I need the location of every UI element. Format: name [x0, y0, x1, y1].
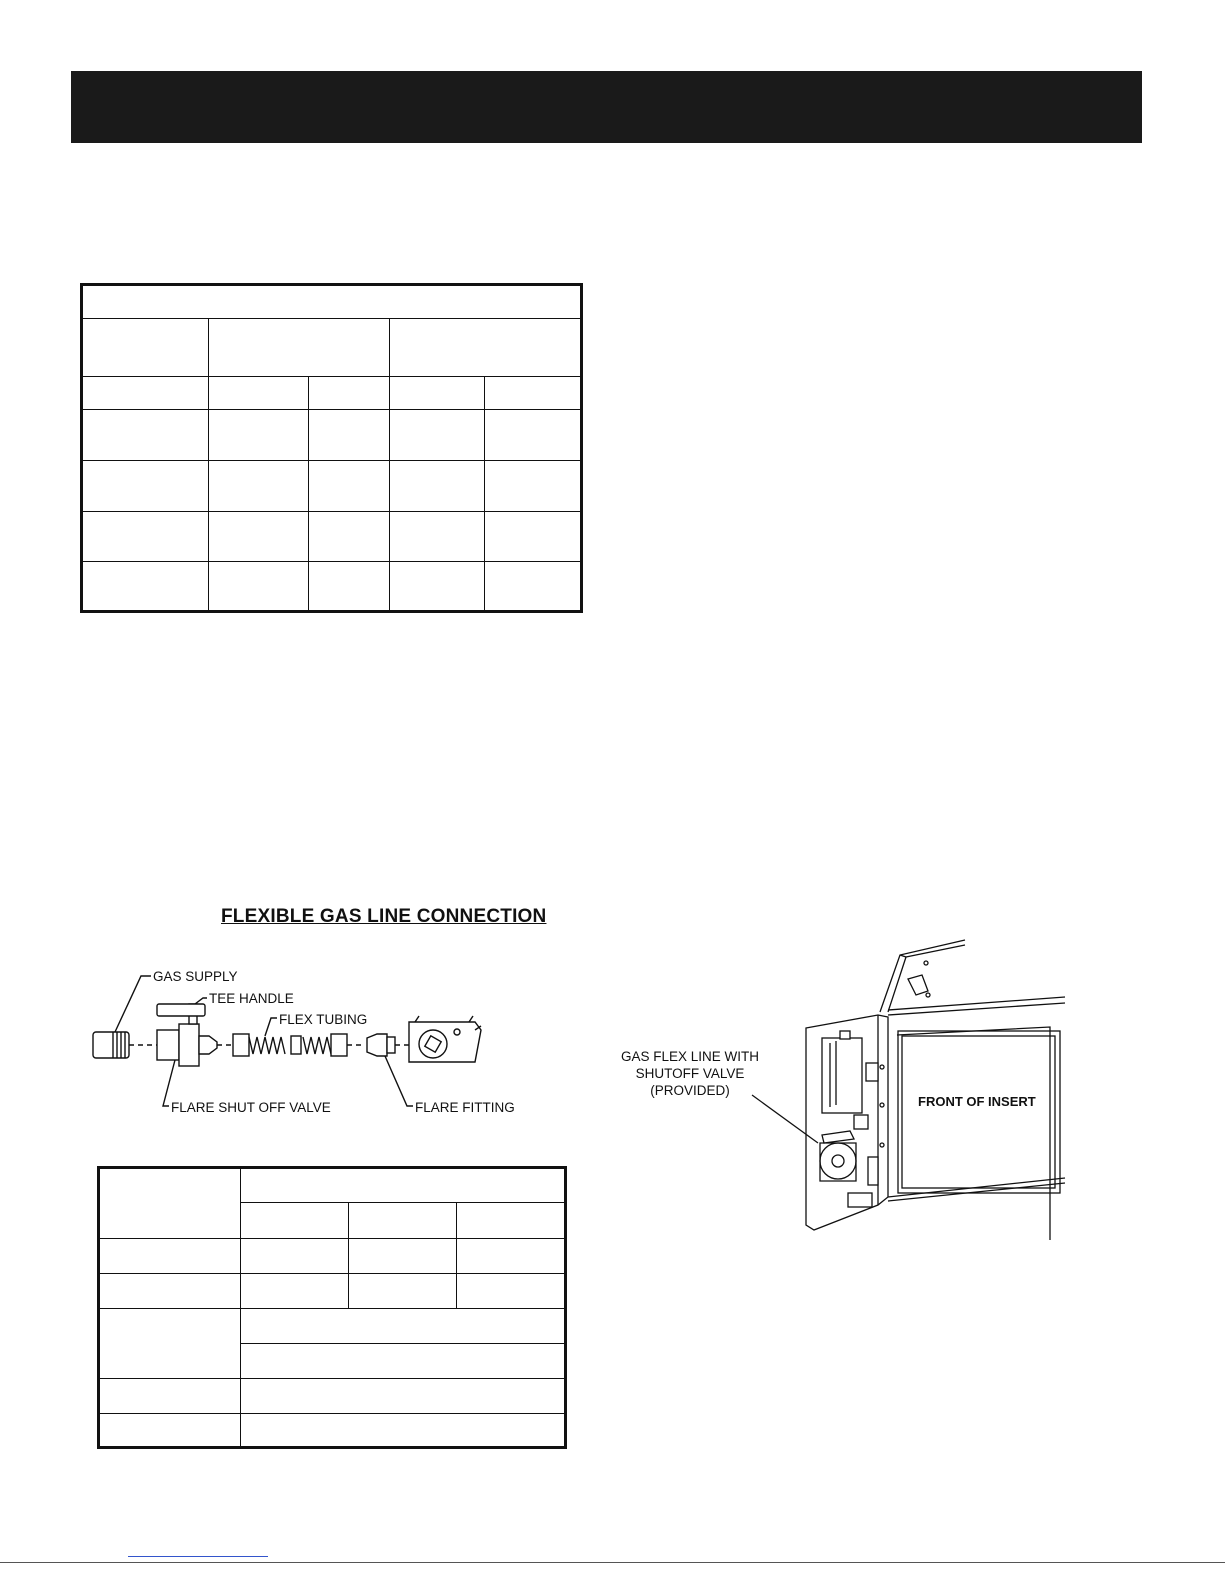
- flare-shut-off-valve-label: FLARE SHUT OFF VALVE: [171, 1100, 331, 1115]
- table-row: [99, 1239, 566, 1274]
- footer-divider: [0, 1562, 1225, 1563]
- gas-valve-body-icon: [409, 1016, 481, 1062]
- flare-fitting-icon: [367, 1034, 395, 1056]
- front-of-insert-label: FRONT OF INSERT: [918, 1094, 1036, 1109]
- insert-illustration: [610, 935, 1080, 1240]
- flare-shut-off-valve-icon: [157, 1004, 217, 1066]
- tee-handle-label: TEE HANDLE: [209, 991, 294, 1006]
- table-row: [82, 410, 582, 461]
- flexible-gas-line-diagram: [85, 960, 565, 1130]
- table-row: [82, 377, 582, 410]
- header-bar: [71, 71, 1142, 143]
- flex-tubing-label: FLEX TUBING: [279, 1012, 368, 1027]
- table-header-cell: [99, 1168, 241, 1239]
- gas-supply-pipe-icon: [93, 1032, 129, 1058]
- table-row: [82, 512, 582, 562]
- flex-tubing-icon: [233, 1034, 347, 1056]
- gas-supply-label: GAS SUPPLY: [153, 969, 238, 984]
- table-header-cell: [82, 319, 209, 377]
- table-row: [99, 1309, 566, 1344]
- callout-line-1: GAS FLEX LINE WITH: [620, 1049, 760, 1064]
- table-row: [99, 1379, 566, 1414]
- callout-line-3: (PROVIDED): [650, 1083, 730, 1098]
- table-title-cell: [82, 285, 582, 319]
- footer-link-underline[interactable]: [128, 1556, 268, 1557]
- table-header-cell: [241, 1168, 566, 1203]
- table-row: [99, 1274, 566, 1309]
- specification-table: [97, 1166, 567, 1449]
- flare-fitting-label: FLARE FITTING: [415, 1100, 515, 1115]
- table-row: [99, 1414, 566, 1448]
- table-row: [82, 562, 582, 612]
- table-header-cell: [209, 319, 390, 377]
- gas-pressure-table: [80, 283, 583, 613]
- callout-line-2: SHUTOFF VALVE: [635, 1066, 745, 1081]
- table-header-cell: [390, 319, 582, 377]
- table-row: [82, 461, 582, 512]
- diagram-title: FLEXIBLE GAS LINE CONNECTION: [221, 906, 547, 927]
